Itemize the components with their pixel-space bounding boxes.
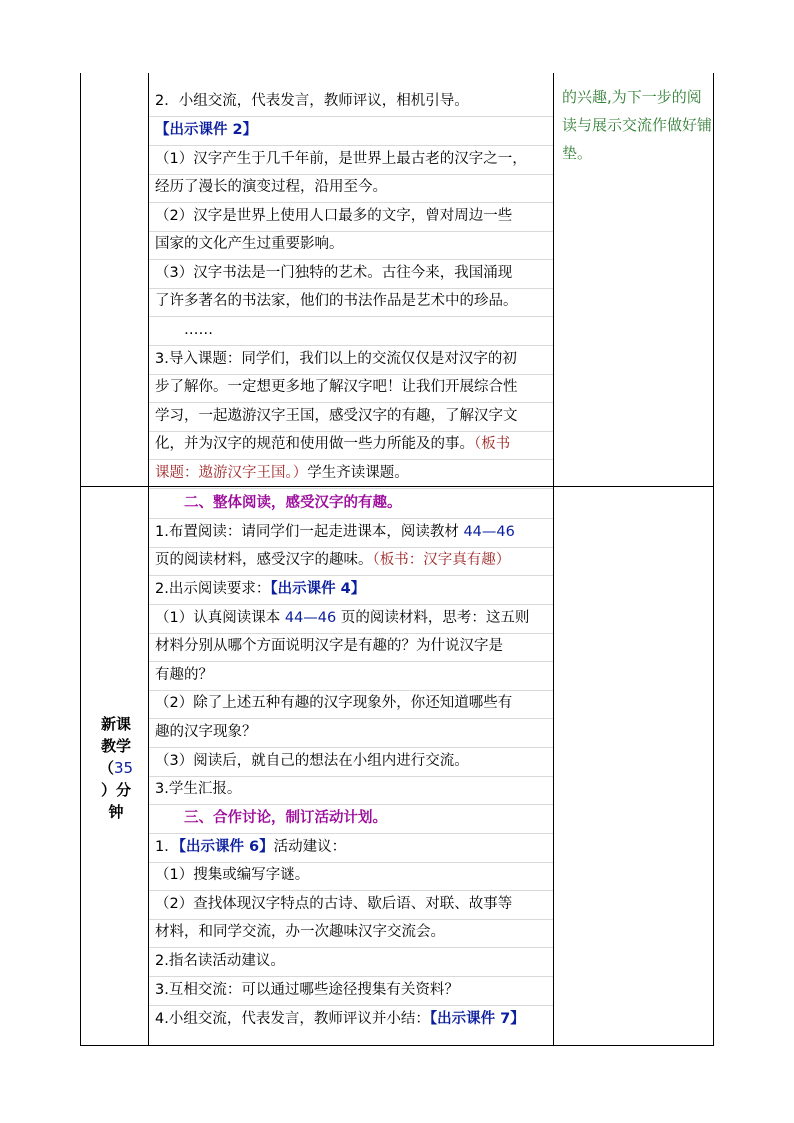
content-line [155, 463, 559, 483]
content-line-segment: 4.小组交流，代表发言，教师评议并小结： [155, 1011, 430, 1027]
row-separator [149, 862, 553, 863]
content-line [155, 951, 559, 971]
content-line [155, 434, 559, 454]
content-line-segment: 学生齐读课题。 [307, 465, 409, 481]
content-line-segment: 3.学生汇报。 [155, 781, 242, 797]
section-divider [80, 486, 714, 487]
content-line-segment: 44—46 [463, 524, 515, 540]
row-separator [149, 804, 553, 805]
content-line [155, 922, 559, 942]
table-border-right [713, 73, 714, 1046]
row-separator [149, 1005, 553, 1006]
row-separator [149, 976, 553, 977]
content-line-segment: 课题：遨游汉字王国。） [155, 465, 308, 481]
content-line [155, 722, 559, 742]
row-separator [149, 890, 553, 891]
section-label-line3 [86, 757, 146, 779]
open-paren: （ [98, 759, 114, 777]
content-line [155, 894, 559, 914]
content-line [155, 579, 559, 599]
content-line-segment: 三、合作讨论，制订活动计划。 [155, 810, 387, 826]
row-separator [149, 259, 553, 260]
content-line [155, 377, 559, 397]
content-line-segment: 有趣的？ [155, 667, 213, 683]
content-line-segment: （板书：汉字真有趣） [372, 552, 511, 568]
content-line-segment: 3.导入课题：同学们，我们以上的交流仅仅是对汉字的初 [155, 351, 517, 367]
row-separator [149, 345, 553, 346]
row-separator [149, 604, 553, 605]
content-line-segment: 2.出示阅读要求： [155, 581, 271, 597]
content-line [155, 980, 559, 1000]
section-label-line2: 教学 [100, 737, 131, 755]
row-separator [149, 947, 553, 948]
content-line-segment: （3）阅读后，就自己的想法在小组内进行交流。 [155, 753, 469, 769]
row-separator [149, 288, 553, 289]
content-line-segment: （板书 [474, 436, 511, 452]
content-line-segment: 【出示课件 4】 [270, 581, 366, 597]
content-line-segment: （3）汉字书法是一门独特的艺术。古往今来，我国涌现 [155, 265, 513, 281]
content-line [155, 91, 559, 111]
content-line [155, 665, 559, 685]
content-line-segment: （1）搜集或编写字谜。 [155, 867, 310, 883]
content-line-segment: 【出示课件 2】 [155, 122, 258, 138]
row-separator [149, 202, 553, 203]
row-separator [149, 459, 553, 460]
content-line [155, 291, 559, 311]
row-separator [149, 661, 553, 662]
content-line [155, 149, 559, 169]
content-line [155, 751, 559, 771]
row-separator [149, 776, 553, 777]
content-line-segment: 页的阅读材料，思考：这五则 [336, 610, 530, 626]
content-line-segment: 1． [155, 839, 179, 855]
content-line-segment: （2）汉字是世界上使用人口最多的文字，曾对周边一些 [155, 208, 513, 224]
content-line-segment: 【出示课件 6】 [178, 839, 274, 855]
content-line-segment: 1.布置阅读：请同学们一起走进课本，阅读教材 [155, 524, 464, 540]
row-separator [149, 633, 553, 634]
content-line [155, 234, 559, 254]
row-separator [149, 116, 553, 117]
content-line-segment: 活动建议： [273, 839, 347, 855]
content-line-segment: 材料分别从哪个方面说明汉字是有趣的？为什说汉字是 [155, 638, 503, 654]
content-line-segment: …… [155, 322, 213, 338]
content-line [155, 608, 559, 628]
row-separator [149, 547, 553, 548]
row-separator [149, 374, 553, 375]
content-line-segment: 学习，一起遨游汉字王国，感受汉字的有趣，了解汉字文 [155, 408, 518, 424]
section-label-line5: 钟 [108, 803, 124, 821]
content-line-segment: 化，并为汉字的规范和使用做一些力所能及的事。 [155, 436, 474, 452]
content-line [155, 522, 559, 542]
row-separator [149, 431, 553, 432]
content-line [155, 808, 559, 828]
content-line [155, 636, 559, 656]
table-border-bottom [80, 1045, 714, 1046]
content-line [155, 1009, 559, 1029]
row-separator [149, 833, 553, 834]
section-label-line1: 新课 [100, 715, 131, 733]
content-line-segment: （2）查找体现汉字特点的古诗、歇后语、对联、故事等 [155, 896, 513, 912]
content-line-segment: 【出示课件 7】 [429, 1011, 525, 1027]
row-separator [149, 919, 553, 920]
content-line [155, 320, 559, 340]
minutes-value: 35 [113, 759, 134, 777]
row-separator [149, 518, 553, 519]
section-label [86, 713, 146, 823]
content-line [155, 177, 559, 197]
lesson-plan-table [80, 73, 714, 1046]
content-line-segment: 步了解你。一定想更多地了解汉字吧！让我们开展综合性 [155, 379, 518, 395]
content-line-segment: 2．小组交流，代表发言，教师评议，相机引导。 [155, 93, 469, 109]
content-line-segment: （2）除了上述五种有趣的汉字现象外，你还知道哪些有 [155, 695, 513, 711]
row-separator [149, 488, 553, 489]
content-line-segment: 趣的汉字现象？ [155, 724, 257, 740]
content-line-segment: （1）汉字产生于几千年前，是世界上最古老的汉字之一， [155, 151, 527, 167]
row-separator [149, 402, 553, 403]
content-line-segment: 材料，和同学交流，办一次趣味汉字交流会。 [155, 924, 445, 940]
design-intent-note: 的兴趣,为下一步的阅读与展示交流作做好铺垫。 [562, 88, 713, 162]
content-line [155, 865, 559, 885]
row-separator [149, 174, 553, 175]
section-label-line4: ）分 [100, 781, 131, 799]
content-line-segment: 页的阅读材料，感受汉字的趣味。 [155, 552, 373, 568]
row-separator [149, 718, 553, 719]
content-line [155, 349, 559, 369]
content-line-segment: 经历了漫长的演变过程，沿用至今。 [155, 179, 387, 195]
content-line [155, 550, 559, 570]
content-line [155, 206, 559, 226]
content-line-segment: 二、整体阅读，感受汉字的有趣。 [155, 495, 402, 511]
content-line-segment: 2.指名读活动建议。 [155, 953, 285, 969]
column-divider-1 [148, 73, 149, 1046]
row-separator [149, 145, 553, 146]
content-line-segment: 3.互相交流：可以通过哪些途径搜集有关资料？ [155, 982, 459, 998]
content-line [155, 779, 559, 799]
content-line-segment: （1）认真阅读课本 [155, 610, 285, 626]
row-separator [149, 316, 553, 317]
row-separator [149, 747, 553, 748]
content-line [155, 120, 559, 140]
row-separator [149, 231, 553, 232]
content-line [155, 493, 559, 513]
content-line [155, 837, 559, 857]
content-line-segment: 44—46 [284, 610, 337, 626]
content-line [155, 693, 559, 713]
content-line [155, 263, 559, 283]
content-line [155, 406, 559, 426]
table-border-left [80, 73, 81, 1046]
row-separator [149, 690, 553, 691]
content-line-segment: 国家的文化产生过重要影响。 [155, 236, 344, 252]
content-line-segment: 了许多著名的书法家，他们的书法作品是艺术中的珍品。 [155, 293, 518, 309]
row-separator [149, 575, 553, 576]
